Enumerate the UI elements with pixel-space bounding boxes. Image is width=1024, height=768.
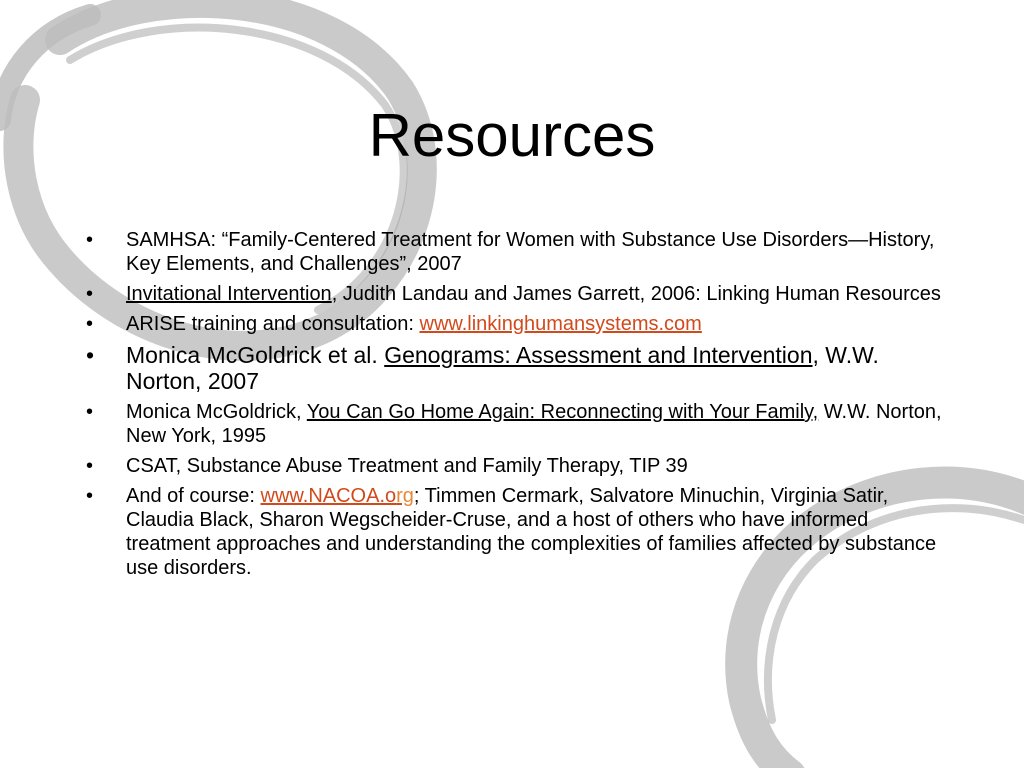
list-item bbox=[84, 282, 954, 306]
item-text: , W.W. Norton, 2007 bbox=[126, 342, 879, 394]
item-text: SAMHSA: “Family-Centered Treatment for Women with Substance Use Disorders—History, Key Elements, and Challenges”, 2007 bbox=[126, 229, 935, 275]
resource-list bbox=[84, 228, 954, 586]
book-title: Genograms: Assessment and Intervention bbox=[384, 342, 813, 368]
list-item bbox=[84, 400, 954, 448]
list-item bbox=[84, 454, 954, 478]
item-text: Monica McGoldrick et al. bbox=[126, 342, 385, 368]
bullet-icon: • bbox=[86, 455, 94, 477]
linkinghumansystems-link[interactable]: www.linkinghumansystems.com bbox=[419, 313, 702, 335]
item-text: Monica McGoldrick, bbox=[126, 401, 307, 423]
slide-title: Resources bbox=[368, 102, 656, 169]
book-title: Invitational Intervention bbox=[126, 283, 332, 305]
nacoa-link[interactable] bbox=[261, 485, 414, 507]
item-text: And of course: bbox=[126, 485, 261, 507]
list-item bbox=[84, 228, 954, 276]
item-text: ARISE training and consultation: bbox=[126, 313, 420, 335]
bullet-icon: • bbox=[86, 229, 94, 251]
list-item bbox=[84, 312, 954, 336]
bullet-icon: • bbox=[86, 283, 94, 305]
item-text: , Judith Landau and James Garrett, 2006: Linking Human Resources bbox=[331, 283, 941, 305]
item-text: W.W. Norton, New York, 1995 bbox=[126, 401, 942, 447]
bullet-icon: • bbox=[86, 313, 94, 335]
list-item bbox=[84, 342, 954, 394]
link-text-tail: rg bbox=[396, 485, 414, 507]
bullet-icon: • bbox=[86, 342, 95, 368]
bullet-icon: • bbox=[86, 401, 94, 423]
item-text: CSAT, Substance Abuse Treatment and Family Therapy, TIP 39 bbox=[126, 455, 688, 477]
item-text: ; Timmen Cermark, Salvatore Minuchin, Virginia Satir, Claudia Black, Sharon Wegscheider-Cruse, and a host of others who have informed treatment approaches and understanding the complexities of families affected by substance use disorders. bbox=[126, 485, 937, 579]
list-item bbox=[84, 484, 954, 580]
bullet-icon: • bbox=[86, 485, 94, 507]
book-title: You Can Go Home Again: Reconnecting with Your Family, bbox=[306, 401, 819, 423]
link-text: www.NACOA.o bbox=[260, 485, 397, 507]
